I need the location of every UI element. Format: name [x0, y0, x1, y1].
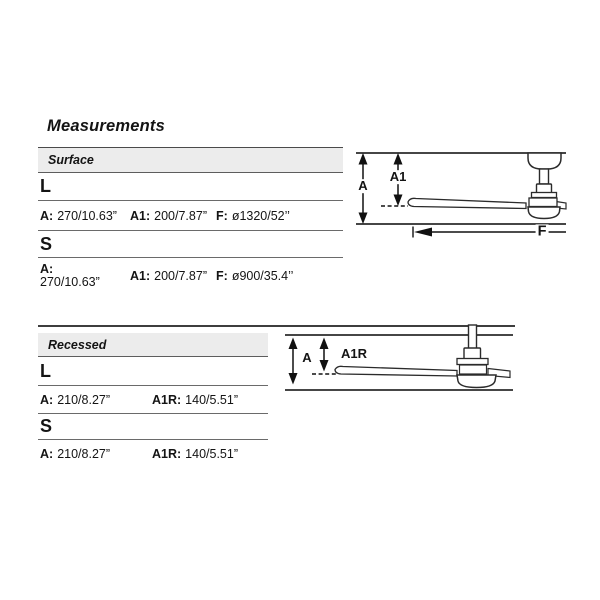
- surface-header-row: [38, 148, 343, 173]
- spec-a1-label: A1:: [130, 269, 151, 283]
- fan-blade-hub: [529, 198, 557, 207]
- recessed-row-l: [38, 357, 268, 386]
- spec-f: [216, 209, 343, 223]
- spec-a-label: A:: [40, 208, 54, 223]
- surface-specs-l: [38, 201, 343, 231]
- fan-downrod: [469, 325, 477, 349]
- recessed-size-s: S: [40, 416, 53, 436]
- spec-a1-value: 200/7.87”: [154, 208, 207, 223]
- spec-f-label: F:: [216, 269, 228, 283]
- spec-a-label: A:: [40, 261, 54, 276]
- spec-f: [216, 269, 343, 283]
- spec-a: [40, 447, 152, 461]
- dimension-arrow-a1r: [320, 338, 329, 372]
- spec-a-label: A:: [40, 446, 54, 461]
- surface-header-label: Surface: [48, 153, 94, 167]
- recessed-specs-l: [38, 386, 268, 414]
- diagram-label-a1r: A1R: [340, 346, 368, 362]
- spec-a1r: [152, 447, 268, 461]
- spec-a: [40, 393, 152, 407]
- fan-motor-flange: [532, 193, 557, 198]
- spec-a1-label: A1:: [130, 208, 151, 223]
- diagram-label-f: F: [537, 223, 547, 240]
- spec-a: [40, 209, 130, 223]
- recessed-table: [38, 333, 268, 467]
- surface-size-l: L: [40, 176, 51, 196]
- recessed-row-s: [38, 414, 268, 440]
- fan-canopy: [528, 153, 561, 169]
- spec-f-value: ø900/35.4’’: [231, 269, 294, 283]
- spec-a1r-value: 140/5.51”: [185, 446, 238, 461]
- fan-blade-hub: [460, 365, 487, 374]
- recessed-header-row: [38, 333, 268, 357]
- spec-a1: [130, 269, 216, 283]
- fan-motor-flange: [457, 359, 488, 365]
- recessed-specs-s: [38, 440, 268, 467]
- diagram-label-a: A: [358, 178, 368, 194]
- recessed-fan-diagram: [283, 322, 515, 394]
- fan-downrod: [540, 169, 549, 184]
- fan-blade-left: [335, 366, 457, 376]
- spec-a-value: 210/8.27”: [57, 446, 111, 461]
- spec-a-value: 270/10.63”: [57, 208, 117, 223]
- page-title: Measurements: [47, 117, 165, 135]
- diagram-label-a1: A1: [389, 169, 407, 185]
- spec-a-value: 270/10.63”: [40, 275, 100, 289]
- fan-bottom-cap: [457, 375, 496, 388]
- recessed-header-label: Recessed: [48, 337, 107, 352]
- spec-a1r-label: A1R:: [152, 446, 182, 461]
- spec-f-value: ø1320/52’’: [231, 208, 290, 223]
- spec-a1: [130, 209, 216, 223]
- spec-a1r: [152, 393, 268, 407]
- surface-row-l: [38, 173, 343, 201]
- recessed-size-l: L: [40, 360, 51, 381]
- recessed-fan-drawing: [283, 322, 515, 394]
- diagram-label-a: A: [302, 350, 312, 366]
- spec-a1r-value: 140/5.51”: [185, 392, 238, 407]
- spec-a-label: A:: [40, 392, 54, 407]
- fan-blade-left: [408, 198, 526, 208]
- fan-coupling: [464, 348, 481, 359]
- surface-size-s: S: [40, 233, 53, 254]
- spec-a: [40, 263, 130, 290]
- dimension-arrow-a: [289, 338, 298, 385]
- surface-row-s: [38, 231, 343, 258]
- surface-specs-s: [38, 258, 343, 294]
- fan-bottom-cap: [528, 207, 560, 219]
- spec-a1-value: 200/7.87”: [154, 269, 207, 283]
- spec-a-value: 210/8.27”: [57, 392, 111, 407]
- spec-f-label: F:: [216, 208, 228, 223]
- spec-a1r-label: A1R:: [152, 392, 182, 407]
- surface-table: [38, 147, 343, 294]
- surface-fan-diagram: [353, 145, 569, 245]
